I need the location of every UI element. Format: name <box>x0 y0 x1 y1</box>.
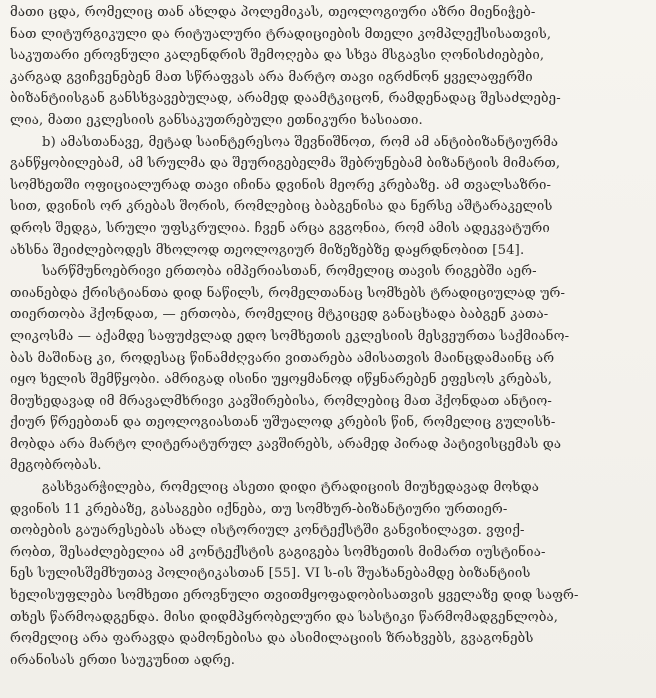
paragraph-3 <box>10 261 650 477</box>
text-line: ნეს სულისშემხუთავ პოლიტიკასთან [55]. VI ს-ის შუახანებამდე ბიზანტიის <box>10 566 531 582</box>
text-line: რომელიც არა ფარავდა დამონებისა და ასიმილაციის ზრახვებს, გვაგონებს <box>10 631 534 647</box>
text-line: თხეს წარმოადგენდა. მისი დიდმპყრობელური და სასტიკი წარმომადგენლობა, <box>10 609 559 625</box>
text-line: ლიკოსმა — აქამდე საფუძვლად ედო სომხეთის ეკლესიის მესვეურთა საქმიანო- <box>10 328 570 344</box>
text-line: გასხვარჭილება, რომელიც ასეთი დიდი ტრადიციის მიუხედავად მოხდა <box>42 480 540 496</box>
text-line: მიუხედავად იმ მრავალმხრივი კავშირებისა, რომლებიც მათ ჰქონდათ ანტიო- <box>10 393 552 409</box>
text-line: ნათ ლიტურგიკული და რიტუალური ტრადიციების მთელი კომპლექსისათვის, <box>10 26 552 42</box>
text-line: ახსნა შეიძლებოდეს მხოლოდ თეოლოგიურ მიზეზებზე დაყრდნობით [54]. <box>10 242 525 258</box>
text-line: ბიზანტიისგან განსხვავებულად, არამედ დაამტკიცონ, რამდენადაც შესაძლებე- <box>10 91 561 107</box>
paragraph-4 <box>10 477 650 671</box>
text-line: ხელისუფლება სომხეთი ეროვნული თვითმყოფადობისათვის ყველაზე დიდ საფრ- <box>10 588 579 604</box>
text-line: სომხეთში ოფიციალურად თავი იჩინა დვინის მეორე კრებაზე. ამ თვალსაზრი- <box>10 177 552 193</box>
text-line: საკუთარი ეროვნული კალენდრის შემოღება და სხვა მსგავსი ღონისძიებები, <box>10 48 545 64</box>
text-line: b) ამასთანავე, მეტად საინტერესოა შევნიშნოთ, რომ ამ ანტიბიზანტიურმა <box>42 134 559 150</box>
text-line: მეგობრობას. <box>10 458 102 474</box>
text-line: იყო ხელის შემწყობი. ამრიგად ისინი უყოყმანოდ იწყნარებენ ეფესოს კრებას, <box>10 372 553 388</box>
text-line: ირანისას ერთი საუკუნით ადრე. <box>10 652 236 668</box>
text-line: სით, დვინის ორ კრებას შორის, რომლებიც ბაბგენისა და ნერსე აშტარაკელის <box>10 199 553 215</box>
text-line: რობთ, შესაძლებელია ამ კონტექსტის გაგიგება სომხეთის მიმართ იუსტინია- <box>10 544 546 560</box>
text-line: დროს შედგა, სრული უფსკრულია. ჩვენ არცა გვგონია, რომ ამის ადეკვატური <box>10 220 550 236</box>
paragraph-2 <box>10 132 650 262</box>
text-line: მობდა არა მარტო ლიტერატურულ კავშირებს, არამედ პირად პატივისცემას და <box>10 436 562 452</box>
text-line: სარწმუნოებრივი ერთობა იმპერიასთან, რომელიც თავის რიგებში აერ- <box>42 264 537 280</box>
text-line: განწყობილებამ, ამ სრულმა და შეურიგებელმა შებრუნებამ ბიზანტიის მიმართ, <box>10 156 561 172</box>
text-line: მათი ცდა, რომელიც თან ახლდა პოლემიკას, თეოლოგიური აზრი მიენიჭებ- <box>10 5 536 20</box>
text-line: თიერთობა ჰქონდათ, — ერთობა, რომელიც მტკიცედ განაცხადა ბაბგენ კათა- <box>10 307 549 323</box>
text-line: დვინის 11 კრებაზე, გასაგები იქნება, თუ სომხურ-ბიზანტიური ურთიერ- <box>10 501 508 517</box>
text-line: თობების გაუარესებას ახალ ისტორიულ კონტექსტში განვიხილავთ. ვფიქ- <box>10 523 525 539</box>
paragraph-1 <box>10 2 650 132</box>
text-line: ლია, მათი ეკლესიის განსაკუთრებული ეთნიკური ხასიათი. <box>10 112 423 128</box>
body-text <box>10 2 650 671</box>
text-line: ქიურ წრეებთან და თეოლოგიასთან უშუალოდ კრების წინ, რომელიც გულისხ- <box>10 415 556 431</box>
text-line: კარგად გვიჩვენებენ მათ სწრაფვას არა მარტო თავი იგრძნონ ყველაფერში <box>10 69 533 85</box>
text-line: ბას მაშინაც კი, როდესაც წინამძღვარი ვითარება ამისათვის მაინცდამაინც არ <box>10 350 555 366</box>
text-line: თიანებდა ქრისტიანთა დიდ ნაწილს, რომელთანაც სომხებს ტრადიციულად ურ- <box>10 285 566 301</box>
